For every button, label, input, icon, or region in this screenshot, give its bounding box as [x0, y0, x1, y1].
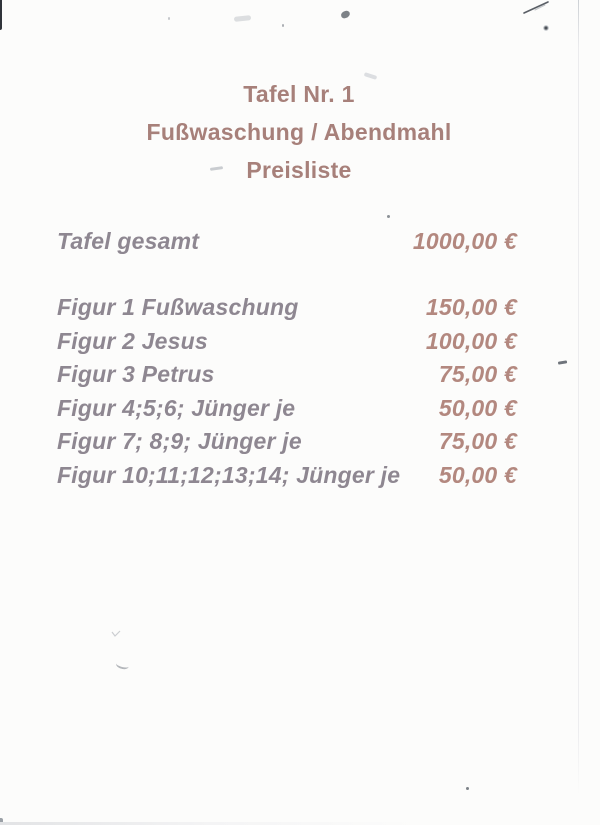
- item-label: Figur 3 Petrus: [57, 361, 215, 387]
- item-label: Figur 10;11;12;13;14; Jünger je: [57, 461, 401, 488]
- scan-artifact-dot: [387, 215, 390, 218]
- scan-artifact-smudge: [234, 15, 251, 22]
- table-row: [57, 425, 517, 459]
- title-scene-name: Fußwaschung / Abendmahl: [146, 119, 452, 145]
- scan-artifact-left-edge: [0, 0, 2, 30]
- title-board-number: Tafel Nr. 1: [243, 81, 355, 107]
- scan-artifact-check-speck: [111, 630, 121, 638]
- scan-artifact-dash: [558, 360, 567, 364]
- item-price: 150,00 €: [425, 294, 517, 320]
- title-pricelist: Preisliste: [246, 157, 352, 183]
- scan-artifact-blob: [340, 10, 351, 19]
- item-price: 100,00 €: [425, 327, 517, 354]
- table-row: [57, 325, 517, 359]
- summary-price: 1000,00 €: [412, 228, 517, 254]
- item-price: 75,00 €: [438, 428, 517, 454]
- document-header: [0, 75, 598, 189]
- items-table: [57, 291, 517, 492]
- scan-artifact-dot: [282, 24, 284, 27]
- scan-artifact-speck: [466, 787, 469, 790]
- table-row: [57, 392, 517, 426]
- item-price: 75,00 €: [438, 361, 517, 387]
- summary-label: Tafel gesamt: [57, 228, 200, 254]
- table-row: [57, 291, 517, 325]
- item-label: Figur 4;5;6; Jünger je: [57, 394, 296, 421]
- item-price: 50,00 €: [438, 461, 517, 488]
- table-row: [57, 459, 517, 493]
- summary-row: [57, 225, 517, 259]
- scan-artifact-curve: [115, 660, 130, 671]
- scan-artifact-speck: [543, 25, 549, 31]
- scan-artifact-dot: [168, 17, 170, 20]
- item-label: Figur 1 Fußwaschung: [57, 294, 299, 320]
- table-row: [57, 358, 517, 392]
- scan-artifact-corner-mark: [0, 818, 3, 825]
- item-label: Figur 2 Jesus: [57, 327, 208, 354]
- summary-table: [57, 225, 517, 259]
- item-price: 50,00 €: [438, 394, 517, 421]
- item-label: Figur 7; 8;9; Jünger je: [57, 428, 302, 454]
- scan-artifact-diagonal-mark: [521, 0, 553, 16]
